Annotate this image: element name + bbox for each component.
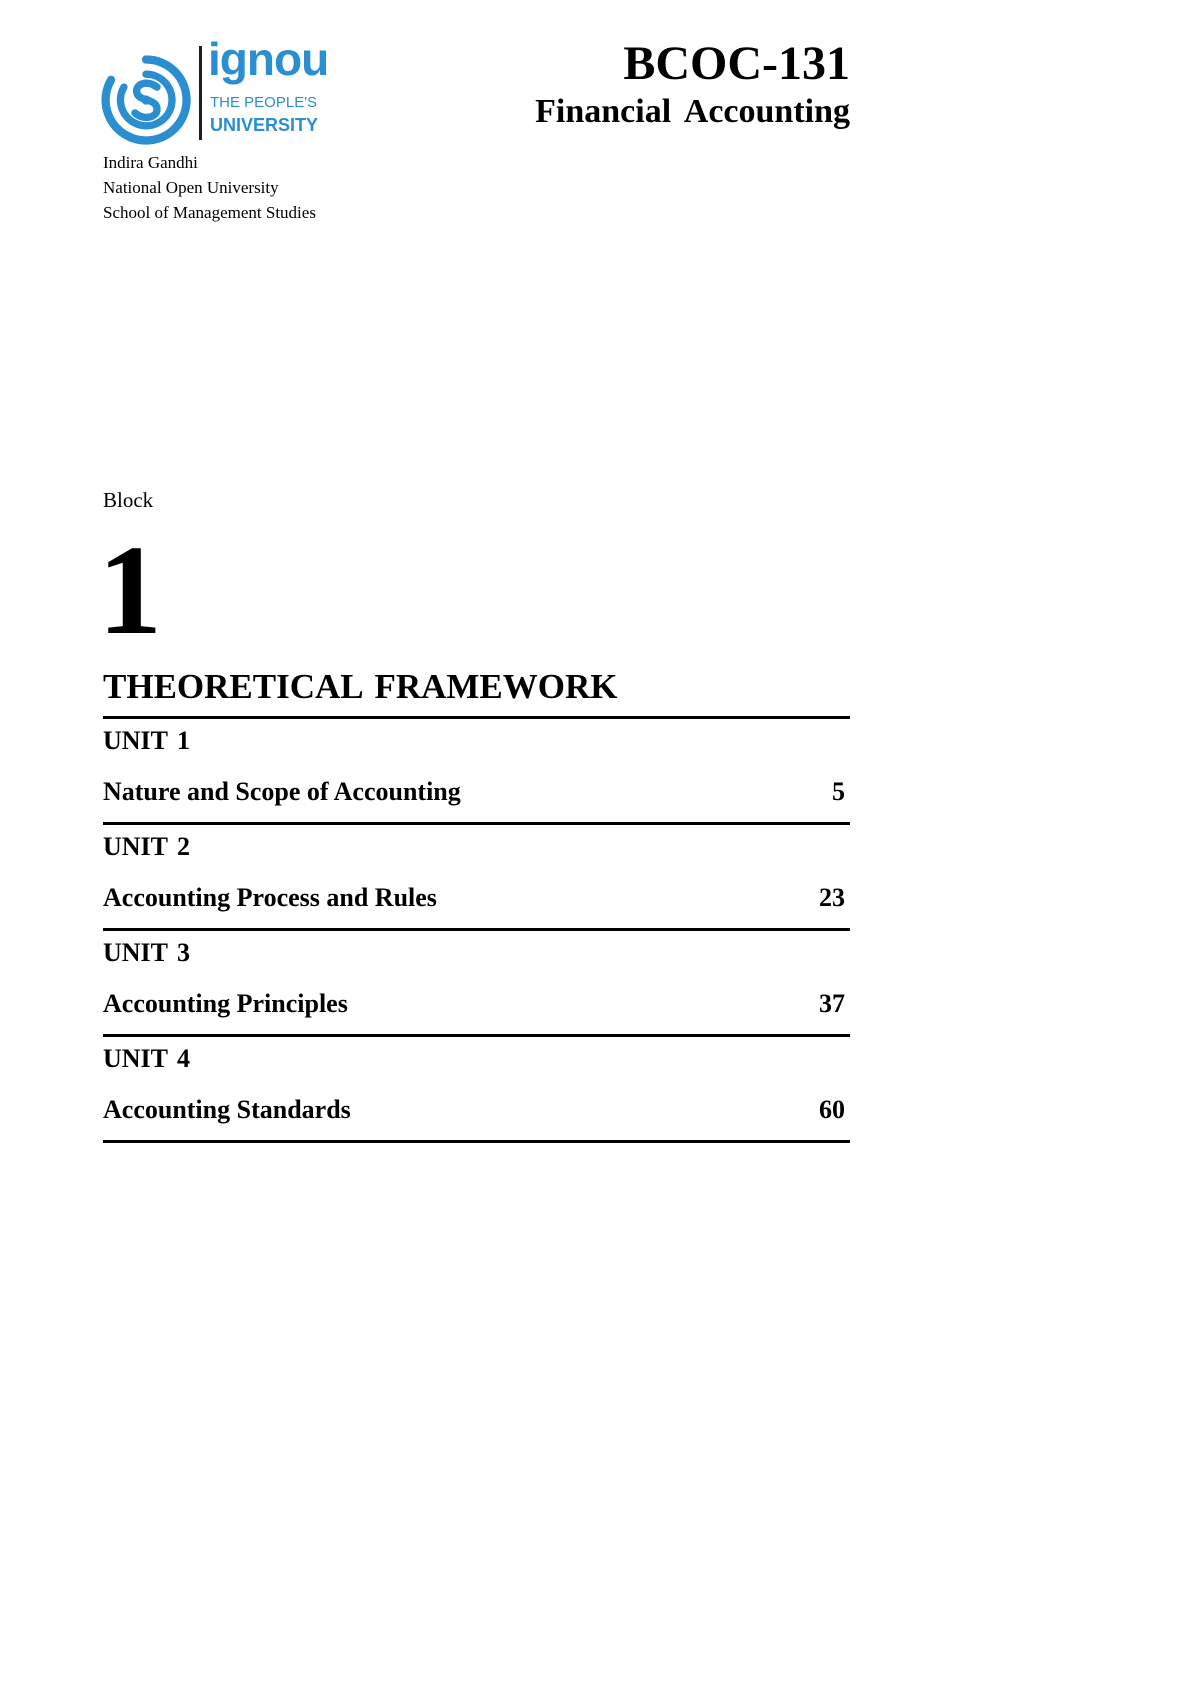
logo-tagline: THE PEOPLE'S (210, 94, 318, 111)
organization-line: National Open University (103, 178, 279, 197)
unit-page-number: 60 (819, 1095, 845, 1124)
block-number: 1 (98, 519, 162, 661)
unit-page-number: 23 (819, 883, 845, 912)
unit-label: UNIT 1 (103, 726, 191, 755)
unit-page-number: 37 (819, 989, 845, 1018)
organization-line: Indira Gandhi (103, 153, 198, 172)
course-code: BCOC-131 (623, 37, 850, 90)
logo-divider (199, 46, 202, 140)
unit-list (103, 719, 850, 1143)
unit-label: UNIT 4 (103, 1044, 191, 1073)
organization-line: School of Management Studies (103, 203, 316, 222)
unit-entry (103, 1037, 850, 1143)
unit-title: Accounting Principles (103, 989, 348, 1018)
logo-wordmark: ignou (208, 33, 329, 85)
unit-title: Nature and Scope of Accounting (103, 777, 461, 806)
organization-block (103, 150, 316, 225)
unit-page-number: 5 (832, 777, 845, 806)
ignou-logo (100, 33, 330, 144)
unit-title: Accounting Standards (103, 1095, 351, 1124)
unit-entry (103, 719, 850, 825)
unit-entry (103, 825, 850, 931)
unit-label: UNIT 3 (103, 938, 191, 967)
unit-entry (103, 931, 850, 1037)
ignou-emblem-icon (100, 54, 192, 146)
block-title: THEORETICAL FRAMEWORK (103, 667, 618, 706)
unit-label: UNIT 2 (103, 832, 191, 861)
course-title: Financial Accounting (535, 93, 850, 130)
logo-tagline-university: UNIVERSITY (210, 115, 319, 135)
unit-title: Accounting Process and Rules (103, 883, 437, 912)
block-label: Block (103, 488, 154, 512)
